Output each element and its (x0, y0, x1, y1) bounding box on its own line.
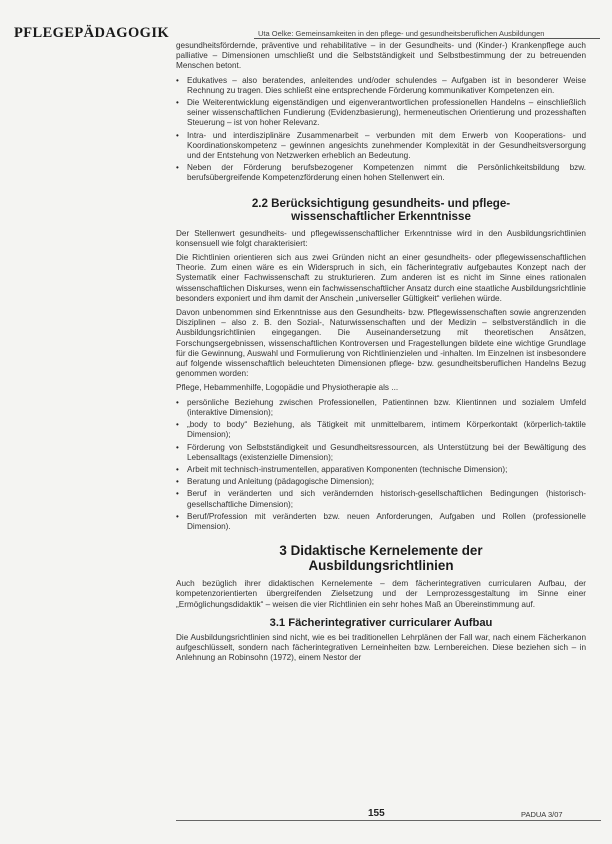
article-body (176, 41, 586, 667)
list-item-text: Beruf/Profession mit veränderten bzw. neuen Anforderungen, Aufgaben und Rollen (professionelle Dimension). (187, 511, 586, 531)
list-item (176, 489, 586, 509)
heading-line: wissenschaftlicher Erkenntnisse (291, 209, 471, 223)
bullet-icon: • (176, 130, 179, 140)
section-heading-2-2 (176, 197, 586, 223)
section-heading-3 (176, 543, 586, 573)
list-item-text: Intra- und interdisziplinäre Zusammenarbeit – verbunden mit dem Erwerb von Kooperations- und Koordinationskompetenz – gewinnen angesichts zunehmender Komplexität in der Gesundheitsversorgung und der Entstehung von Netzwerken erheblich an Bedeutung. (187, 130, 586, 161)
list-item-text: Beruf in veränderten und sich verändernden historisch-gesellschaftlichen Bedingungen (historisch-gesellschaftliche Dimension); (187, 489, 586, 509)
list-item (176, 477, 586, 487)
footer-rule (176, 820, 601, 821)
list-item-text: Beratung und Anleitung (pädagogische Dimension); (187, 477, 375, 487)
bullet-icon: • (176, 477, 179, 487)
paragraph: Davon unbenommen sind Erkenntnisse aus den Gesundheits- bzw. Pflegewissenschaften sowie angrenzenden Disziplinen – also z. B. den Sozial-, Naturwissenschaften und der Medizin – selbstverständlich in die Ausbildungsrichtlinien eingegangen. Die Auseinandersetzung mit theoretischen Ansätzen, Forschungsergebnissen, wissenschaftlichen Kontroversen und Fragestellungen bildete eine wichtige Grundlage für die Gewinnung, Auswahl und Formulierung von Richtlinienzielen und -inhalten. Im Einzelnen ist insbesondere auf folgende wissenschaftlich beleuchteten Dimensionen pflege- bzw. gesundheitsberuflichen Handelns Bezug genommen worden: (176, 308, 586, 379)
list-item (176, 398, 586, 418)
list-item (176, 512, 586, 532)
paragraph: Die Richtlinien orientieren sich aus zwei Gründen nicht an einer gesundheits- oder pflegewissenschaftlichen Theorie. Zum einen wäre es ein Widerspruch in sich, ein fächerintegrativ aufgebautes Konzept nach der Systematik einer Fachwissenschaft zu strukturieren. Zum anderen ist es nicht im Sinne eines rationalen wissenschaftlichen Diskurses, wenn ein fachwissenschaftlicher Ansatz durch eine staatliche Ausbildungsrichtlinie besonders exponiert und ihm damit der Anschein „universeller Gültigkeit“ verliehen würde. (176, 253, 586, 303)
list-item (176, 131, 586, 162)
list-item-text: „body to body“ Beziehung, als Tätigkeit mit unmittelbarem, intimem Körperkontakt (körperlich-taktile Dimension); (187, 420, 586, 440)
issue-label: PADUA 3/07 (521, 810, 563, 819)
heading-line: 3 Didaktische Kernelemente der (279, 543, 483, 559)
bullet-icon: • (176, 442, 179, 452)
list-item (176, 98, 586, 129)
section-heading-3-1: 3.1 Fächerintegrativer curricularer Aufbau (269, 616, 493, 629)
bullet-icon: • (176, 75, 179, 85)
paragraph: Die Ausbildungsrichtlinien sind nicht, wie es bei traditionellen Lehrplänen der Fall war, nach einem Fächerkanon aufgeschlüsselt, sondern nach fächerintegrativen Lerneinheiten bzw. Lernbereichen. Diese beziehen sich – in Anlehnung an Robinsohn (1972), einem Nestor der (176, 632, 586, 663)
header-rule (254, 38, 600, 39)
list-item-text: persönliche Beziehung zwischen Professionellen, Patientinnen bzw. Klientinnen und sozialem Umfeld (interaktive Dimension); (187, 397, 586, 417)
heading-line: 2.2 Berücksichtigung gesundheits- und pflege- (251, 196, 511, 210)
bullet-icon: • (176, 489, 179, 499)
bullet-icon: • (176, 163, 179, 173)
running-head: Uta Oelke: Gemeinsamkeiten in den pflege- und gesundheitsberuflichen Ausbildungen (258, 29, 545, 38)
list-item-text: Die Weiterentwicklung eigenständigen und eigenverantwortlichen professionellen Handelns – einschließlich seiner wissenschaftlichen Fundierung (Evidenzbasierung), hermeneutischen Orientierung und prozesshaften Steuerung – ist von hoher Relevanz. (187, 98, 586, 128)
list-item-text: Förderung von Selbstständigkeit und Gesundheitsressourcen, als Unterstützung bei der Bewältigung des Lebensalltags (existenzielle Dimension); (187, 442, 586, 462)
bullet-icon: • (176, 464, 179, 474)
list-item (176, 76, 586, 96)
list-item-text: Edukatives – also beratendes, anleitendes und/oder schulendes – Aufgaben ist in besonderer Weise Rechnung zu tragen. Dies schließt eine entsprechende Förderung kommunikativer Kompetenzen ein. (187, 75, 586, 95)
list-item (176, 443, 586, 463)
list-item (176, 420, 586, 440)
intro-paragraph: gesundheitsfördernde, präventive und rehabilitative – in der Gesundheits- und (Kinder-) Krankenpflege auch palliative – Dimensionen umschließt und die Selbstständigkeit und Selbstbestimmung der zu betreuenden Menschen betont. (176, 41, 586, 71)
bullet-icon: • (176, 420, 179, 430)
list-item-text: Neben der Förderung berufsbezogener Kompetenzen nimmt die Persönlichkeitsbildung bzw. berufsübergreifende Kompetenzförderung einen hohen Stellenwert ein. (187, 163, 586, 183)
bullet-icon: • (176, 98, 179, 108)
dimension-bullet-list (176, 398, 586, 532)
bullet-icon: • (176, 397, 179, 407)
paragraph: Der Stellenwert gesundheits- und pflegewissenschaftlicher Erkenntnisse wird in den Ausbildungsrichtlinien konsensuell wie folgt charakterisiert: (176, 228, 586, 248)
list-item (176, 163, 586, 183)
bullet-icon: • (176, 511, 179, 521)
intro-bullet-list (176, 76, 586, 184)
list-item (176, 465, 586, 475)
heading-line: Ausbildungsrichtlinien (308, 558, 454, 574)
paragraph: Pflege, Hebammenhilfe, Logopädie und Physiotherapie als ... (176, 383, 399, 393)
journal-title: PFLEGEPÄDAGOGIK (14, 25, 170, 41)
list-item-text: Arbeit mit technisch-instrumentellen, apparativen Komponenten (technische Dimension); (187, 464, 508, 474)
page-number: 155 (368, 808, 385, 819)
paragraph: Auch bezüglich ihrer didaktischen Kernelemente – dem fächerintegrativen curricularen Aufbau, der kompetenzorientierten übergreifenden Zielsetzung und der Lernprozessgestaltung im Sinne einer „Ermöglichungsdidaktik“ – weisen die vier Richtlinien ein sehr hohes Maß an Übereinstimmung auf. (176, 579, 586, 609)
